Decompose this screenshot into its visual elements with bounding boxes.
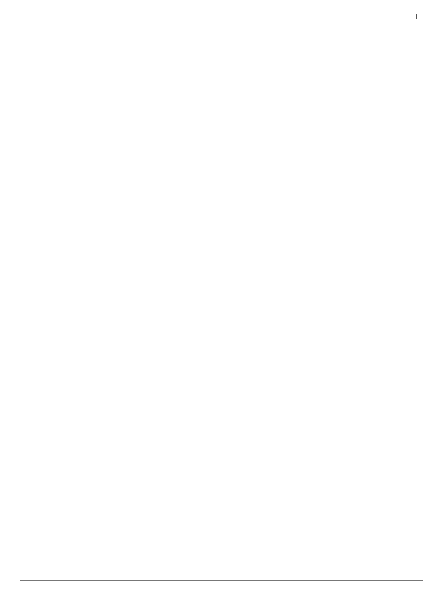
footer-rule xyxy=(20,580,423,581)
body-columns xyxy=(20,24,423,407)
right-column xyxy=(227,24,423,407)
running-head-divider xyxy=(416,14,417,19)
table-1 xyxy=(20,412,423,415)
page-footer xyxy=(20,580,423,583)
left-column xyxy=(20,24,216,407)
running-head xyxy=(413,14,423,20)
